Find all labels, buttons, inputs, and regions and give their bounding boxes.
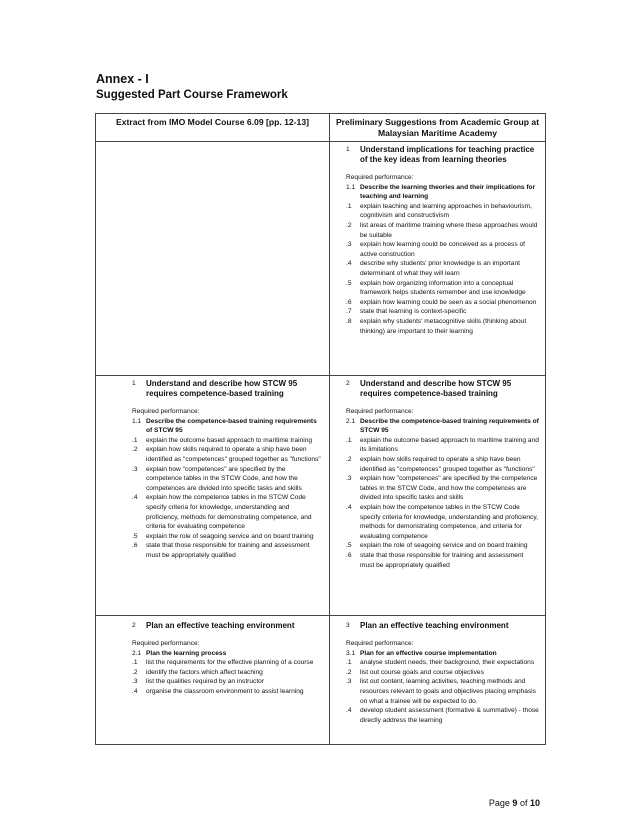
list-item bbox=[346, 551, 545, 570]
item-text: explain how "competences" are specified by the competence tables in the STCW Code, and how the competences are divided into specific tasks and skills bbox=[146, 465, 302, 492]
col-header-imo: Extract from IMO Model Course 6.09 [pp. 12-13] bbox=[96, 114, 330, 142]
row3-left-cell bbox=[96, 616, 330, 745]
item-number: .2 bbox=[346, 668, 352, 676]
list-item bbox=[346, 706, 545, 725]
section-title: Plan an effective teaching environment bbox=[146, 621, 295, 630]
list-item bbox=[346, 259, 545, 278]
page-footer bbox=[489, 798, 540, 808]
list-item bbox=[346, 417, 545, 436]
item-number: .4 bbox=[346, 707, 352, 715]
item-number: .2 bbox=[346, 221, 352, 229]
item-text: explain teaching and learning approaches in behaviourism, cognitivism and constructivism bbox=[360, 202, 532, 220]
item-text: Plan for an effective course implementation bbox=[360, 649, 497, 657]
item-number: .5 bbox=[346, 279, 352, 287]
page-number: 9 bbox=[512, 798, 518, 808]
item-list bbox=[132, 649, 329, 697]
list-item bbox=[346, 317, 545, 336]
section-number: 2 bbox=[346, 380, 350, 387]
item-number: .2 bbox=[132, 668, 138, 676]
list-item bbox=[132, 532, 329, 542]
item-number: 1.1 bbox=[346, 183, 356, 191]
item-text: list out course goals and course objectives bbox=[360, 668, 484, 676]
item-text: describe why students' prior knowledge is an important determinant of what they will learn bbox=[360, 260, 520, 277]
list-item bbox=[346, 541, 545, 551]
table-row bbox=[96, 616, 546, 745]
item-text: list the requirements for the effective planning of a course bbox=[146, 659, 314, 667]
item-text: state that those responsible for training and assessment must be appropriately qualified bbox=[146, 542, 310, 559]
item-number: .4 bbox=[346, 503, 352, 511]
annex-title: Annex - I bbox=[96, 72, 149, 86]
item-text: organise the classroom environment to assist learning bbox=[146, 687, 304, 695]
list-item bbox=[346, 221, 545, 240]
item-number: .4 bbox=[132, 494, 138, 502]
list-item bbox=[346, 436, 545, 455]
required-performance-label: Required performance: bbox=[346, 408, 414, 415]
item-text: list areas of maritime training where these approaches would be suitable bbox=[360, 221, 538, 239]
item-number: .7 bbox=[346, 308, 352, 316]
item-text: list out content, learning activities, teaching methods and resources relevant to goals and objectives placing emphasis on what a trainee will be expected to do. bbox=[360, 678, 536, 705]
item-text: state that those responsible for training and assessment must be appropriately qualified bbox=[360, 551, 524, 569]
item-number: .1 bbox=[346, 659, 352, 667]
list-item bbox=[346, 298, 545, 308]
item-text: analyse student needs, their background, their expectations bbox=[360, 659, 535, 667]
list-item bbox=[346, 474, 545, 503]
row1-right-cell bbox=[330, 142, 546, 376]
item-list bbox=[346, 649, 545, 726]
item-number: 1.1 bbox=[132, 417, 142, 425]
list-item bbox=[132, 668, 329, 678]
item-text: explain how skills required to operate a ship have been identified as "competences" grouped together as "functions" bbox=[360, 455, 535, 473]
list-item bbox=[132, 465, 329, 494]
item-text: explain how learning could be conceived as a process of active construction bbox=[360, 241, 525, 258]
section-title: Plan an effective teaching environment bbox=[360, 621, 509, 630]
section-title: Understand and describe how STCW 95 requires competence-based training bbox=[360, 379, 512, 398]
section-block bbox=[346, 379, 545, 570]
list-item bbox=[132, 677, 329, 687]
item-number: .6 bbox=[132, 542, 138, 550]
list-item bbox=[132, 417, 329, 436]
item-text: explain how learning could be seen as a social phenomenon bbox=[360, 298, 537, 306]
item-text: explain the role of seagoing service and on board training bbox=[146, 532, 314, 540]
page-total: 10 bbox=[529, 798, 540, 808]
row2-right-cell bbox=[330, 376, 546, 616]
section-block bbox=[132, 379, 329, 561]
list-item bbox=[346, 240, 545, 259]
item-number: .5 bbox=[346, 542, 352, 550]
item-text: explain how the competence tables in the STCW Code specify criteria for knowledge, understanding and proficiency, methods for demonstrating competence, and criteria for evaluating competence bbox=[360, 503, 539, 540]
list-item bbox=[346, 307, 545, 317]
item-number: .4 bbox=[346, 260, 352, 268]
required-performance-label: Required performance: bbox=[132, 408, 200, 415]
item-number: .1 bbox=[346, 202, 352, 210]
section-block bbox=[346, 621, 545, 725]
list-item bbox=[132, 649, 329, 659]
item-text: explain the role of seagoing service and on board training bbox=[360, 542, 528, 550]
item-list bbox=[132, 417, 329, 561]
item-number: .1 bbox=[132, 659, 138, 667]
item-number: 2.1 bbox=[346, 417, 356, 425]
section-block bbox=[346, 145, 545, 336]
list-item bbox=[346, 455, 545, 474]
item-text: explain the outcome based approach to maritime training and its limitations bbox=[360, 436, 539, 454]
table-row bbox=[96, 142, 546, 376]
list-item bbox=[346, 649, 545, 659]
item-text: develop student assessment (formative & summative) - those directly address the learning bbox=[360, 707, 539, 724]
item-number: .6 bbox=[346, 551, 352, 559]
list-item bbox=[132, 658, 329, 668]
item-text: identify the factors which affect teaching bbox=[146, 668, 263, 676]
item-text: explain how the competence tables in the STCW Code specify criteria for knowledge, understanding and proficiency, methods for demonstrating competence, and criteria for evaluating competence bbox=[146, 494, 312, 531]
item-number: .3 bbox=[346, 241, 352, 249]
item-text: Plan the learning process bbox=[146, 649, 227, 657]
item-number: .3 bbox=[132, 465, 138, 473]
section-title: Understand implications for teaching practice of the key ideas from learning theories bbox=[360, 145, 535, 164]
item-number: .8 bbox=[346, 317, 352, 325]
section-block bbox=[132, 621, 329, 697]
item-number: .1 bbox=[346, 436, 352, 444]
item-number: 3.1 bbox=[346, 649, 356, 657]
item-list bbox=[346, 183, 545, 337]
item-number: .3 bbox=[346, 678, 352, 686]
row1-left-cell bbox=[96, 142, 330, 376]
item-number: .4 bbox=[132, 687, 138, 695]
list-item bbox=[132, 541, 329, 560]
list-item bbox=[346, 279, 545, 298]
item-text: state that learning is context-specific bbox=[360, 308, 467, 316]
item-text: list the qualities required by an instructor bbox=[146, 678, 265, 686]
section-number: 1 bbox=[132, 380, 136, 387]
col-header-mma: Preliminary Suggestions from Academic Group at Malaysian Maritime Academy bbox=[330, 114, 546, 142]
row3-right-cell bbox=[330, 616, 546, 745]
item-text: Describe the learning theories and their implications for teaching and learning bbox=[360, 183, 536, 201]
annex-subtitle: Suggested Part Course Framework bbox=[96, 89, 288, 101]
item-text: explain why students' metacognitive skills (thinking about thinking) are important to their learning bbox=[360, 317, 527, 335]
item-text: Describe the competence-based training requirements of STCW 95 bbox=[146, 417, 317, 435]
item-text: Describe the competence-based training requirements of STCW 95 bbox=[360, 417, 539, 435]
item-number: .1 bbox=[132, 436, 138, 444]
item-number: .6 bbox=[346, 298, 352, 306]
section-number: 2 bbox=[132, 622, 136, 629]
list-item bbox=[132, 493, 329, 531]
list-item bbox=[346, 202, 545, 221]
section-number: 3 bbox=[346, 622, 350, 629]
row2-left-cell bbox=[96, 376, 330, 616]
item-number: .3 bbox=[346, 475, 352, 483]
section-title: Understand and describe how STCW 95 requires competence-based training bbox=[146, 379, 298, 398]
list-item bbox=[346, 677, 545, 706]
page-of-label: of bbox=[519, 798, 528, 808]
list-item bbox=[346, 658, 545, 668]
table-row bbox=[96, 376, 546, 616]
item-number: 2.1 bbox=[132, 649, 142, 657]
item-number: .2 bbox=[132, 446, 138, 454]
item-number: .2 bbox=[346, 455, 352, 463]
table-header-row bbox=[96, 114, 546, 142]
page-label: Page bbox=[488, 798, 510, 808]
required-performance-label: Required performance: bbox=[346, 174, 414, 181]
list-item bbox=[132, 445, 329, 464]
list-item bbox=[346, 503, 545, 541]
list-item bbox=[346, 668, 545, 678]
section-number: 1 bbox=[346, 146, 350, 153]
list-item bbox=[346, 183, 545, 202]
item-text: explain how skills required to operate a ship have been identified as "competences" grouped together as "functions" bbox=[146, 446, 321, 463]
item-text: explain the outcome based approach to maritime training bbox=[146, 436, 313, 444]
list-item bbox=[132, 436, 329, 446]
item-number: .5 bbox=[132, 532, 138, 540]
item-text: explain how "competences" are specified by the competence tables in the STCW Code, and how the competences are divided into specific tasks and skills bbox=[360, 475, 538, 502]
item-list bbox=[346, 417, 545, 571]
course-framework-table bbox=[95, 113, 546, 745]
list-item bbox=[132, 687, 329, 697]
required-performance-label: Required performance: bbox=[346, 640, 414, 647]
item-text: explain how organizing information into a conceptual framework helps students remember and use knowledge bbox=[360, 279, 526, 297]
required-performance-label: Required performance: bbox=[132, 640, 200, 647]
item-number: .3 bbox=[132, 678, 138, 686]
